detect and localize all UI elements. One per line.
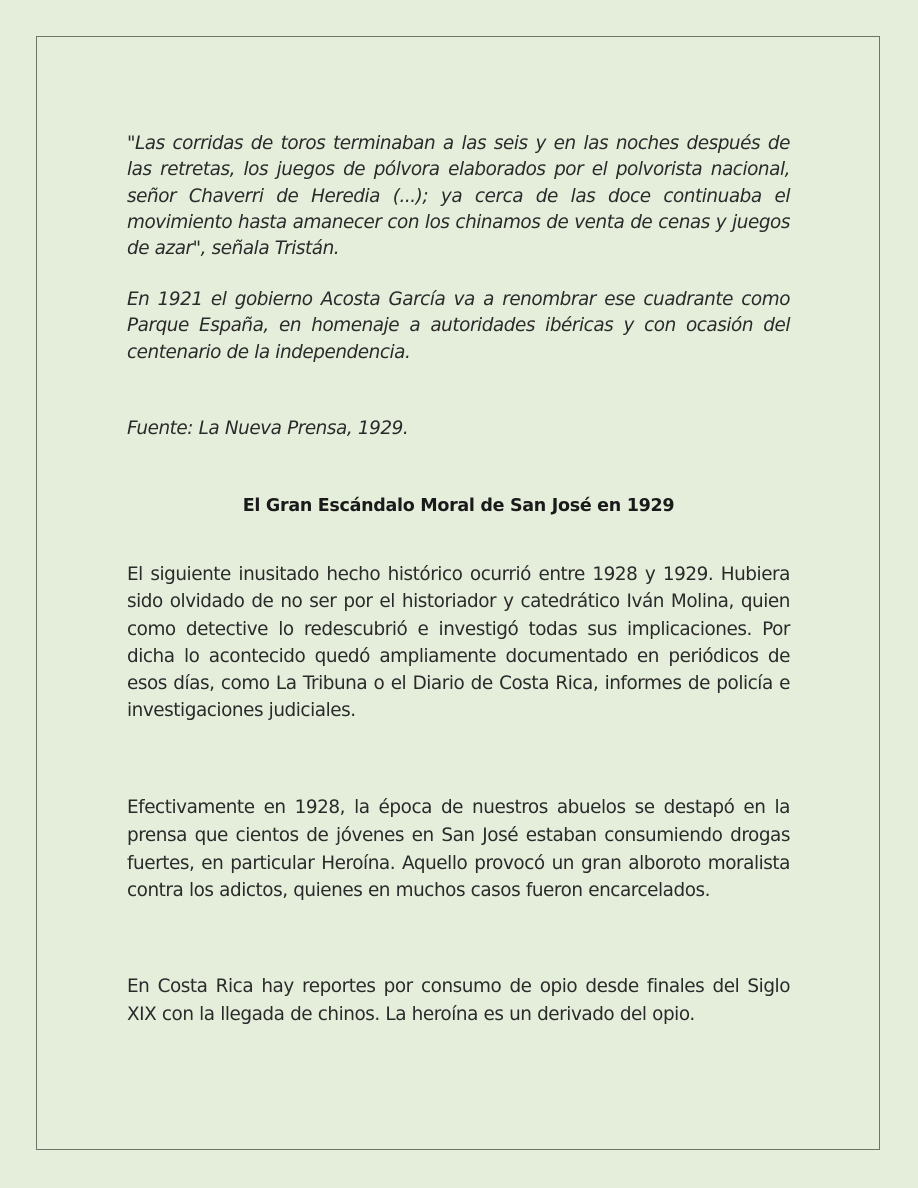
body-paragraph-1: El siguiente inusitado hecho histórico ocurrió entre 1928 y 1929. Hubiera sido olvidado de no ser por el historiador y catedrático Iván Molina, quien como detective lo redescubrió e investigó todas sus implicaciones. Por dicha lo acontecido quedó ampliamente documentado en periódicos de esos días, como La Tribuna o el Diario de Costa Rica, informes de policía e investigaciones judiciales. <box>127 564 790 722</box>
source-line: Fuente: La Nueva Prensa, 1929. <box>127 418 409 439</box>
quote-paragraph: "Las corridas de toros terminaban a las seis y en las noches después de las retretas, los juegos de pólvora elaborados por el polvorista nacional, señor Chaverri de Heredia (...); ya cerca de las doce continuaba el movimiento hasta amanecer con los chinamos de venta de cenas y juegos de azar", señala Tristán. <box>127 133 790 260</box>
section-heading: El Gran Escándalo Moral de San José en 1929 <box>242 496 675 516</box>
parque-espana-paragraph: En 1921 el gobierno Acosta García va a renombrar ese cuadrante como Parque España, en homenaje a autoridades ibéricas y con ocasión del centenario de la independencia. <box>127 289 790 363</box>
body-paragraph-3: En Costa Rica hay reportes por consumo de opio desde finales del Siglo XIX con la llegada de chinos. La heroína es un derivado del opio. <box>127 976 790 1025</box>
body-paragraph-2: Efectivamente en 1928, la época de nuestros abuelos se destapó en la prensa que cientos de jóvenes en San José estaban consumiendo drogas fuertes, en particular Heroína. Aquello provocó un gran alboroto moralista contra los adictos, quienes en muchos casos fueron encarcelados. <box>127 797 790 902</box>
